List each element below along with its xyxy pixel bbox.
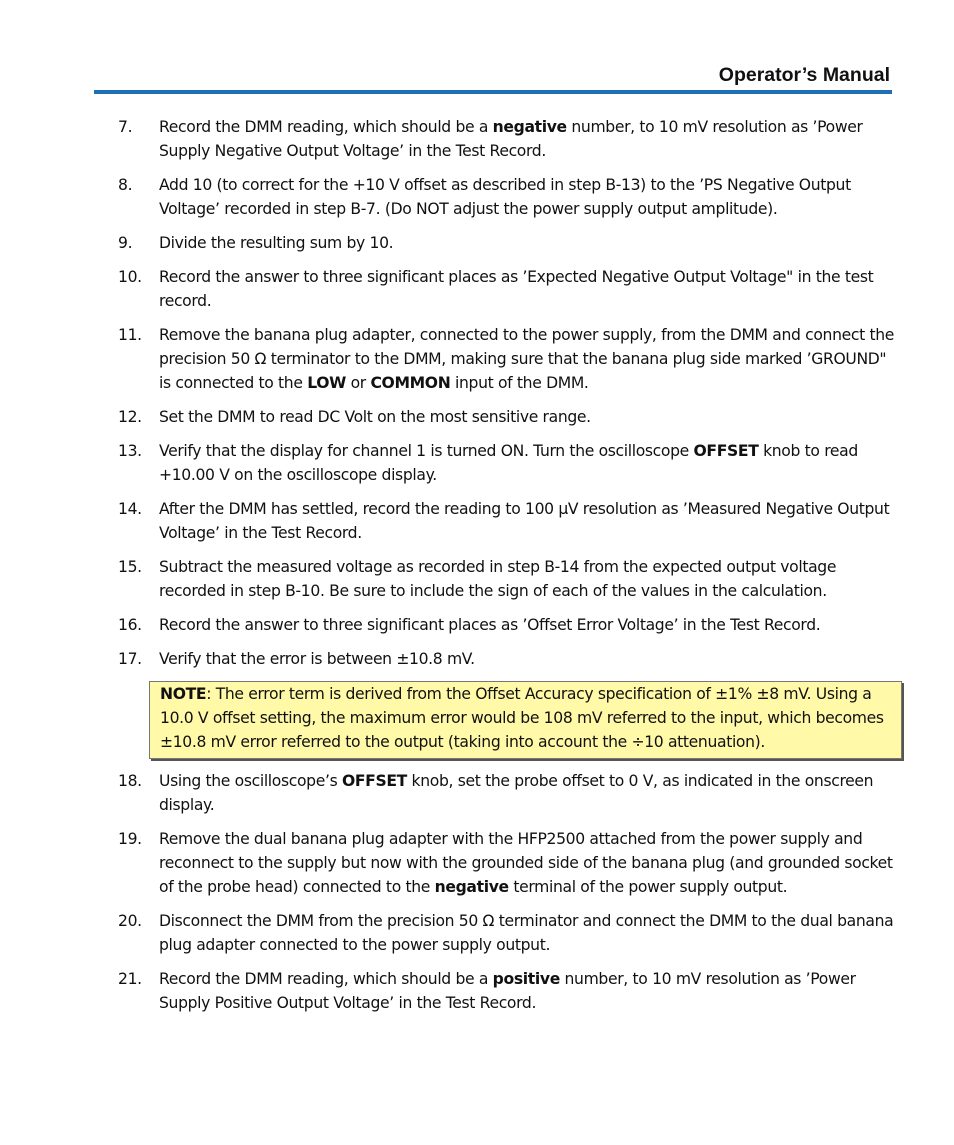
step-text: Divide the resulting sum by 10.	[159, 234, 394, 252]
emphasis: COMMON	[370, 374, 451, 392]
note-text: : The error term is derived from the Offset Accuracy specification of ±1% ±8 mV. Using a 10.0 V offset setting, the maximum error would be 108 mV referred to the input, which becomes ±10.8 mV error referred to the output (taking into account the ÷10 attenuation).	[160, 685, 884, 751]
step-number: 21.	[118, 970, 142, 988]
step-text: Record the answer to three significant places as ’Offset Error Voltage’ in the Test Record.	[159, 616, 821, 634]
step-13	[0, 439, 954, 487]
step-number: 10.	[118, 268, 142, 286]
step-text: Record the DMM reading, which should be a positive number, to 10 mV resolution as ’Power Supply Positive Output Voltage’ in the Test Record.	[159, 970, 856, 1012]
manual-title: Operator’s Manual	[718, 64, 890, 86]
step-text: Remove the dual banana plug adapter with the HFP2500 attached from the power supply and reconnect to the supply but now with the grounded side of the banana plug (and grounded socket of the probe head) connected to the negative terminal of the power supply output.	[159, 830, 893, 896]
step-8	[0, 173, 954, 221]
step-14	[0, 497, 954, 545]
step-text: Record the DMM reading, which should be a negative number, to 10 mV resolution as ’Power Supply Negative Output Voltage’ in the Test Record.	[159, 118, 863, 160]
step-10	[0, 265, 954, 313]
step-number: 18.	[118, 772, 142, 790]
header-rule	[94, 90, 892, 94]
step-7	[0, 115, 954, 163]
step-text: Verify that the display for channel 1 is turned ON. Turn the oscilloscope OFFSET knob to read +10.00 V on the oscilloscope display.	[159, 442, 858, 484]
step-text: Disconnect the DMM from the precision 50 Ω terminator and connect the DMM to the dual banana plug adapter connected to the power supply output.	[159, 912, 894, 954]
step-text: Add 10 (to correct for the +10 V offset as described in step B-13) to the ’PS Negative Output Voltage’ recorded in step B-7. (Do NOT adjust the power supply output amplitude).	[159, 176, 851, 218]
step-9	[0, 231, 954, 255]
step-number: 13.	[118, 442, 142, 460]
step-number: 8.	[118, 176, 133, 194]
step-text: After the DMM has settled, record the reading to 100 µV resolution as ’Measured Negative Output Voltage’ in the Test Record.	[159, 500, 890, 542]
step-18	[0, 769, 954, 817]
step-number: 16.	[118, 616, 142, 634]
step-text: Remove the banana plug adapter, connected to the power supply, from the DMM and connect the precision 50 Ω terminator to the DMM, making sure that the banana plug side marked ’GROUND" is connected to the LOW or COMMON input of the DMM.	[159, 326, 895, 392]
step-number: 12.	[118, 408, 142, 426]
note-label: NOTE	[160, 685, 207, 703]
step-21	[0, 967, 954, 1015]
step-text: Record the answer to three significant places as ’Expected Negative Output Voltage" in the test record.	[159, 268, 874, 310]
step-number: 19.	[118, 830, 142, 848]
emphasis: positive	[492, 970, 560, 988]
step-text: Subtract the measured voltage as recorded in step B-14 from the expected output voltage recorded in step B-10. Be sure to include the sign of each of the values in the calculation.	[159, 558, 837, 600]
step-number: 9.	[118, 234, 133, 252]
step-text: Using the oscilloscope’s OFFSET knob, set the probe offset to 0 V, as indicated in the onscreen display.	[159, 772, 874, 814]
step-20	[0, 909, 954, 957]
step-19	[0, 827, 954, 899]
page-header	[94, 62, 892, 92]
step-11	[0, 323, 954, 395]
step-number: 17.	[118, 650, 142, 668]
note-box	[149, 681, 902, 759]
step-12	[0, 405, 954, 429]
step-16	[0, 613, 954, 637]
step-text: Set the DMM to read DC Volt on the most sensitive range.	[159, 408, 591, 426]
step-number: 20.	[118, 912, 142, 930]
step-text: Verify that the error is between ±10.8 mV.	[159, 650, 475, 668]
step-number: 7.	[118, 118, 133, 136]
procedure-steps	[0, 115, 954, 1025]
step-number: 11.	[118, 326, 142, 344]
emphasis: OFFSET	[693, 442, 759, 460]
emphasis: negative	[492, 118, 567, 136]
emphasis: negative	[434, 878, 509, 896]
step-15	[0, 555, 954, 603]
step-17	[0, 647, 954, 671]
step-number: 15.	[118, 558, 142, 576]
emphasis: LOW	[307, 374, 346, 392]
step-number: 14.	[118, 500, 142, 518]
emphasis: OFFSET	[341, 772, 407, 790]
